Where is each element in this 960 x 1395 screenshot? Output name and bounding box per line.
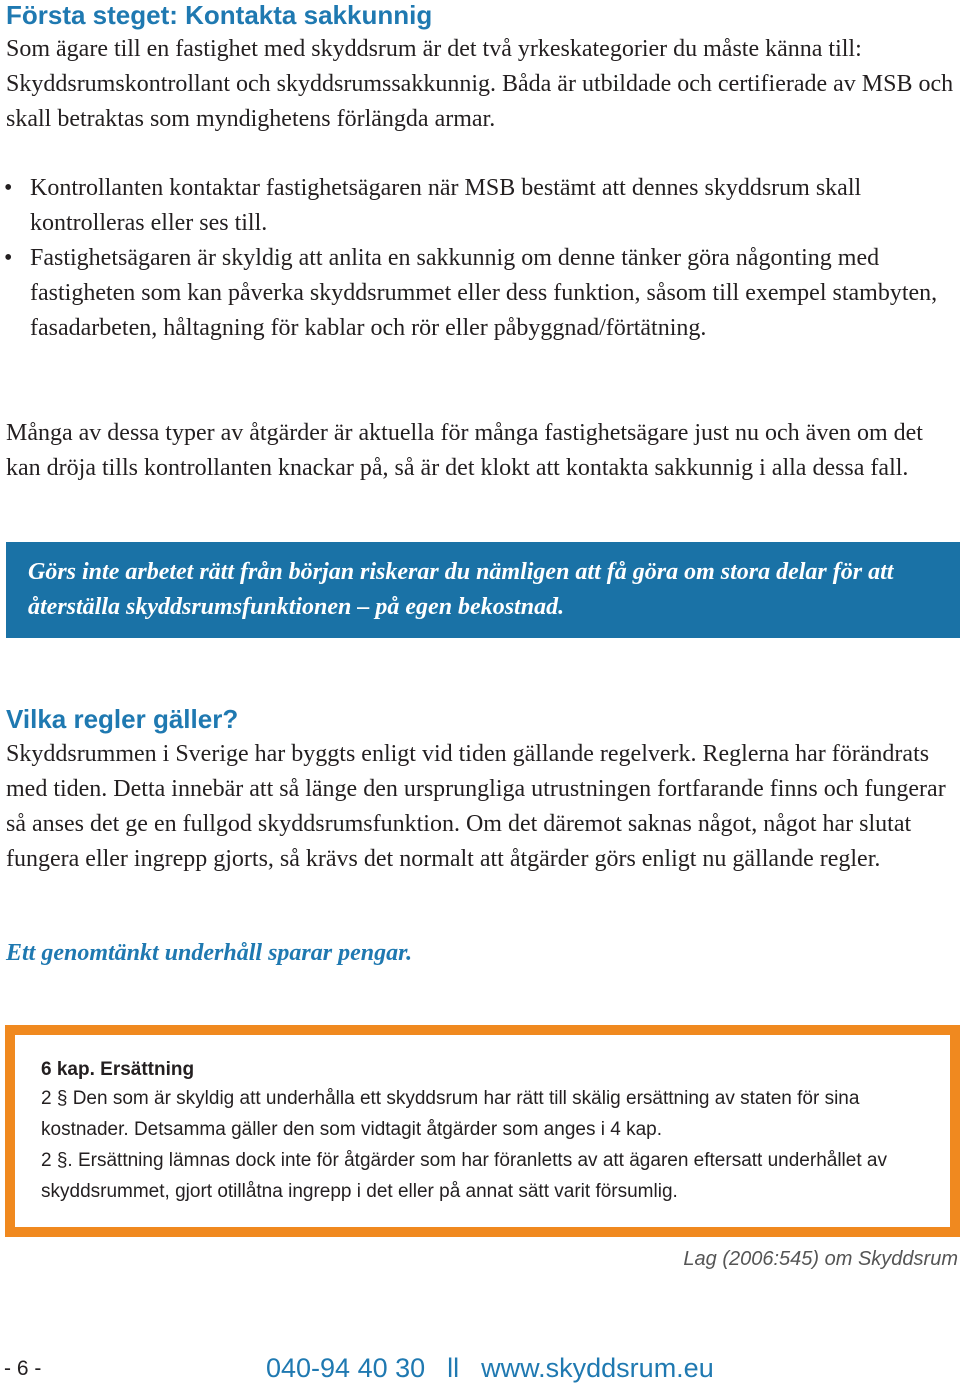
tagline: Ett genomtänkt underhåll sparar pengar. [6, 940, 413, 966]
footer-contact [266, 1353, 714, 1384]
section-heading: Första steget: Kontakta sakkunnig [6, 0, 433, 30]
phone-number: 040-94 40 30 [266, 1353, 426, 1383]
bullet-list [0, 171, 960, 346]
callout-banner [6, 542, 960, 638]
body-paragraph: Många av dessa typer av åtgärder är aktuella för många fastighetsägare just nu och även om det kan dröja tills kontrollanten knackar på, så är det klokt att kontakta sakkunnig i alla dessa fall. [6, 420, 923, 481]
law-paragraph: 2 § Den som är skyldig att underhålla ett skyddsrum har rätt till skälig ersättning av staten för sina kostnader. Detsamma gäller den som vidtagit åtgärder som anges i 4 kap. [41, 1088, 860, 1140]
separator: ll [447, 1353, 460, 1383]
website-link[interactable]: www.skyddsrum.eu [481, 1353, 714, 1383]
list-item [0, 241, 960, 346]
law-excerpt-box [5, 1025, 960, 1237]
rules-heading: Vilka regler gäller? [6, 704, 239, 734]
bullet-text: Kontrollanten kontaktar fastighetsägaren när MSB bestämt att dennes skyddsrum skall kontrolleras eller ses till. [30, 175, 862, 236]
rules-paragraph: Skyddsrummen i Sverige har byggts enligt vid tiden gällande regelverk. Reglerna har förändrats med tiden. Detta innebär att så länge den ursprungliga utrustningen fortfarande finns och fungerar så anses det ge en fullgod skyddsrumsfunktion. Om det däremot saknas något, något har slutat fungera eller ingrepp gjorts, så krävs det normalt att åtgärder görs enligt nu gällande regler. [6, 741, 946, 872]
law-paragraph: 2 §. Ersättning lämnas dock inte för åtgärder som har föranletts av att ägaren eftersatt underhållet av skyddsrummet, gjort otillåtna ingrepp i det eller på annat sätt varit försumlig. [41, 1150, 887, 1202]
intro-paragraph: Som ägare till en fastighet med skyddsrum är det två yrkeskategorier du måste känna till: Skyddsrumskontrollant och skyddsrumssakkunnig. Båda är utbildade och certifierade av MSB och skall betraktas som myndighetens förlängda armar. [6, 36, 954, 132]
law-source: Lag (2006:545) om Skyddsrum [683, 1248, 958, 1270]
bullet-icon: • [4, 245, 13, 271]
callout-text: Görs inte arbetet rätt från början riskerar du nämligen att få göra om stora delar för att återställa skyddsrumsfunktionen – på egen bekostnad. [28, 559, 894, 620]
list-item [0, 171, 960, 241]
bullet-icon: • [4, 175, 13, 201]
law-title: 6 kap. Ersättning [41, 1059, 195, 1080]
page-number: - 6 - [4, 1357, 42, 1380]
bullet-text: Fastighetsägaren är skyldig att anlita en sakkunnig om denne tänker göra någonting med fastigheten som kan påverka skyddsrummet eller dess funktion, såsom till exempel stambyten, fasadarbeten, håltagning för kablar och rör eller påbyggnad/förtätning. [30, 245, 938, 341]
